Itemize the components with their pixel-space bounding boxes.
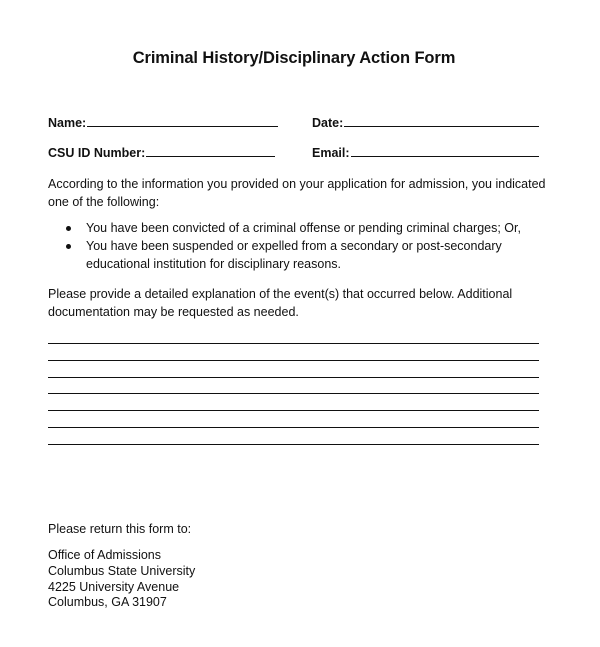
intro-paragraph: According to the information you provided on your application for admission, you indicated one of the following: [48, 177, 546, 209]
email-label: Email: [312, 146, 350, 160]
explanation-line[interactable] [48, 410, 539, 427]
name-input[interactable] [87, 113, 278, 127]
explanation-line[interactable] [48, 343, 539, 360]
name-label: Name: [48, 116, 87, 130]
date-input[interactable] [344, 113, 539, 127]
mailing-address [48, 548, 195, 611]
conditions-list [48, 219, 548, 273]
address-line-3: 4225 University Avenue [48, 579, 180, 594]
list-item-text: You have been convicted of a criminal offense or pending criminal charges; Or, [86, 221, 521, 235]
list-item [48, 219, 548, 237]
csu-id-input[interactable] [146, 143, 275, 157]
csu-id-label: CSU ID Number: [48, 146, 146, 160]
return-label: Please return this form to: [48, 522, 192, 536]
instructions-paragraph: Please provide a detailed explanation of the event(s) that occurred below. Additional documentation may be requested as needed. [48, 287, 513, 319]
address-line-4: Columbus, GA 31907 [48, 595, 167, 610]
date-label: Date: [312, 116, 344, 130]
explanation-area[interactable] [48, 343, 539, 461]
explanation-line[interactable] [48, 360, 539, 377]
bullet-icon [66, 244, 71, 249]
explanation-line[interactable] [48, 377, 539, 394]
name-field [48, 113, 278, 131]
bullet-icon [66, 226, 71, 231]
email-input[interactable] [351, 143, 539, 157]
form-title: Criminal History/Disciplinary Action Form [132, 49, 456, 67]
csu-id-field [48, 143, 275, 161]
explanation-line[interactable] [48, 393, 539, 410]
list-item-text: You have been suspended or expelled from a secondary or post-secondary educational institution for disciplinary reasons. [86, 239, 502, 271]
address-line-2: Columbus State University [48, 563, 196, 578]
explanation-line[interactable] [48, 427, 539, 444]
list-item [48, 237, 548, 273]
date-field [312, 113, 539, 131]
address-line-1: Office of Admissions [48, 548, 162, 562]
explanation-line[interactable] [48, 444, 539, 461]
email-field [312, 143, 539, 161]
